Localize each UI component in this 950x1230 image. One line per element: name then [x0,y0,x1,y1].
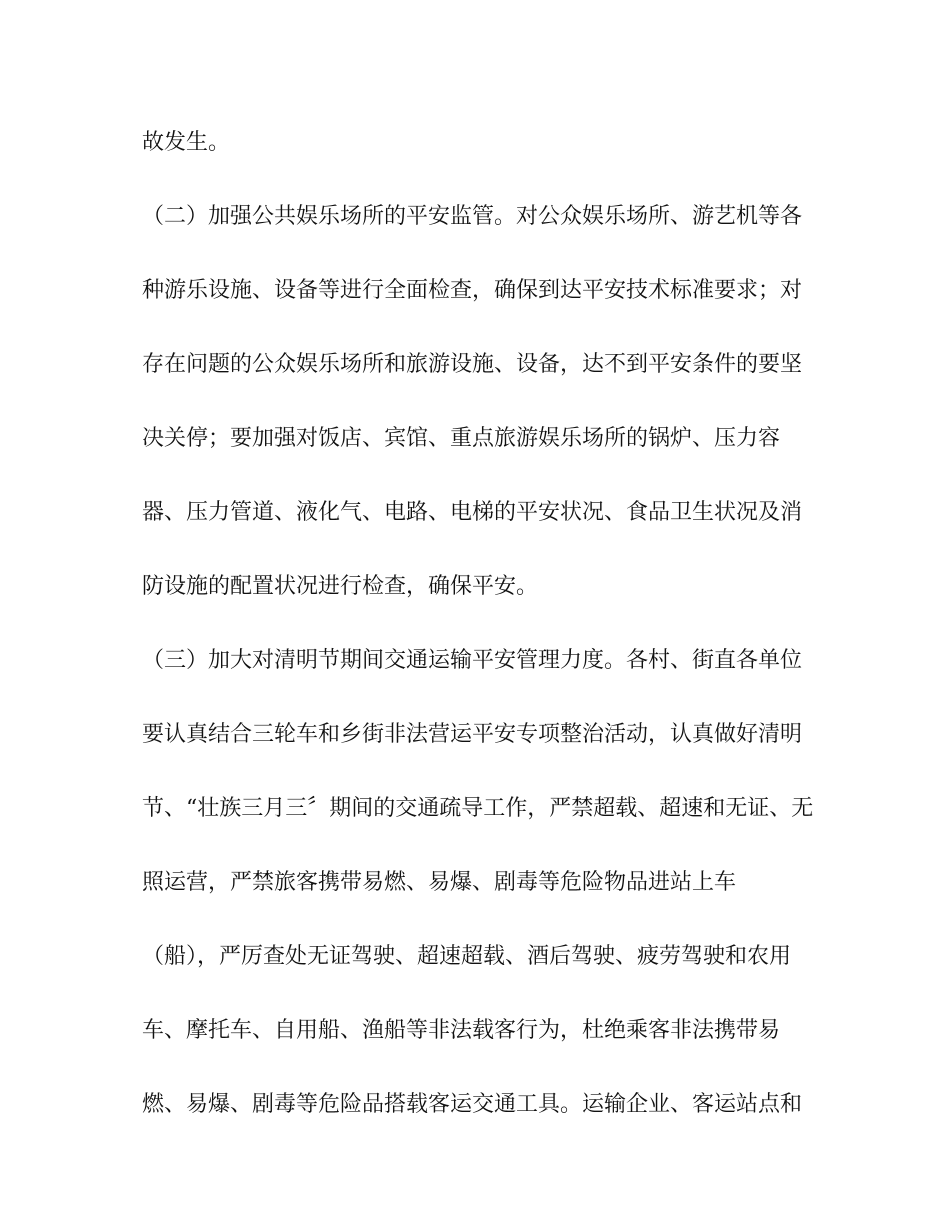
text-line: 种游乐设施、设备等进行全面检查，确保到达平安技术标准要求；对 [142,278,803,303]
text-line: 要认真结合三轮车和乡街非法营运平安专项整治活动，认真做好清明 [142,722,803,747]
text-line: 防设施的配置状况进行检查，确保平安。 [142,574,539,599]
text-line: （二）加强公共娱乐场所的平安监管。对公众娱乐场所、游艺机等各 [142,204,803,229]
text-line: （三）加大对清明节期间交通运输平安管理力度。各村、街直各单位 [142,648,803,673]
text-line: 节、“壮族三月三〞期间的交通疏导工作，严禁超载、超速和无证、无 [142,796,814,821]
text-line: 车、摩托车、自用船、渔船等非法载客行为，杜绝乘客非法携带易 [142,1018,781,1043]
text-line: 故发生。 [142,130,231,155]
text-line: 存在问题的公众娱乐场所和旅游设施、设备，达不到平安条件的要坚 [142,352,803,377]
text-line: 照运营，严禁旅客携带易燃、易爆、剧毒等危险物品进站上车 [142,870,737,895]
text-line: 燃、易爆、剧毒等危险品搭载客运交通工具。运输企业、客运站点和 [142,1092,803,1117]
text-line: 决关停；要加强对饭店、宾馆、重点旅游娱乐场所的锅炉、压力容 [142,426,781,451]
text-line: 器、压力管道、液化气、电路、电梯的平安状况、食品卫生状况及消 [142,500,803,525]
text-line: （船），严厉查处无证驾驶、超速超载、酒后驾驶、疲劳驾驶和农用 [142,944,792,969]
